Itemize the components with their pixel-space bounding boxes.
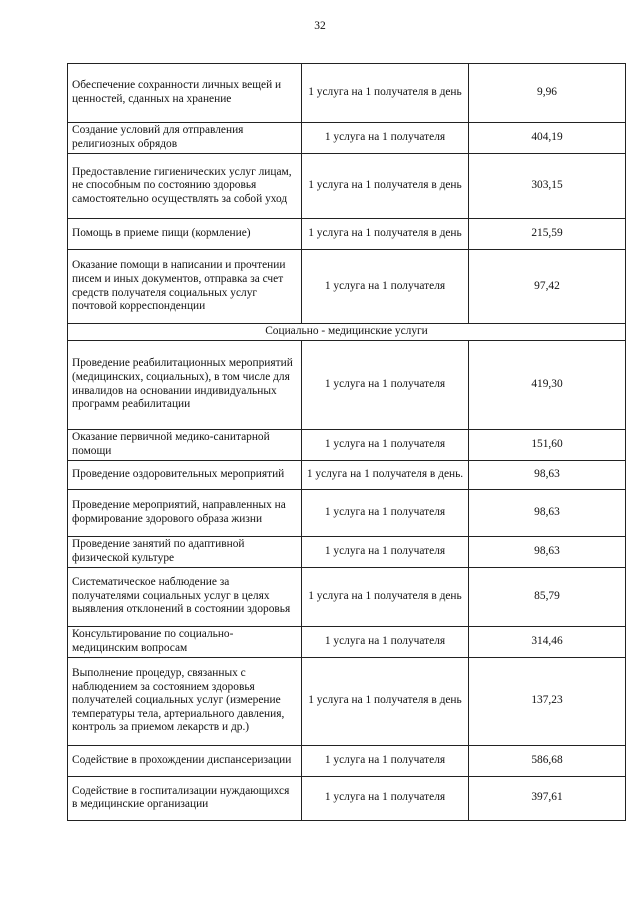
- unit-cell: 1 услуга на 1 получателя в день: [302, 567, 469, 626]
- service-name-cell: Предоставление гигиенических услуг лицам, не способным по состоянию здоровья самостоятельно осуществлять за собой уход: [68, 154, 302, 219]
- price-cell: 397,61: [469, 776, 626, 820]
- unit-cell: 1 услуга на 1 получателя: [302, 123, 469, 154]
- price-cell: 98,63: [469, 536, 626, 567]
- service-name-cell: Оказание первичной медико-санитарной помощи: [68, 429, 302, 460]
- price-cell: 404,19: [469, 123, 626, 154]
- service-name-cell: Содействие в госпитализации нуждающихся в медицинские организации: [68, 776, 302, 820]
- table-row: [68, 657, 626, 745]
- table-row: [68, 219, 626, 250]
- unit-cell: 1 услуга на 1 получателя: [302, 776, 469, 820]
- unit-cell: 1 услуга на 1 получателя в день: [302, 64, 469, 123]
- price-cell: 9,96: [469, 64, 626, 123]
- service-name-cell: Оказание помощи в написании и прочтении писем и иных документов, отправка за счет средств получателя социальных услуг почтовой корреспонденции: [68, 250, 302, 324]
- section-title: Социально - медицинские услуги: [68, 324, 626, 341]
- unit-cell: 1 услуга на 1 получателя: [302, 745, 469, 776]
- price-cell: 97,42: [469, 250, 626, 324]
- unit-cell: 1 услуга на 1 получателя: [302, 489, 469, 536]
- table-row: [68, 567, 626, 626]
- table-row: [68, 460, 626, 489]
- unit-cell: 1 услуга на 1 получателя: [302, 429, 469, 460]
- table-row: [68, 64, 626, 123]
- service-name-cell: Консультирование по социально-медицинским вопросам: [68, 626, 302, 657]
- table-row: [68, 154, 626, 219]
- page-number: 32: [314, 20, 326, 32]
- services-table: [67, 63, 626, 821]
- table-row: [68, 536, 626, 567]
- unit-cell: 1 услуга на 1 получателя: [302, 340, 469, 429]
- price-cell: 98,63: [469, 489, 626, 536]
- table-row: [68, 776, 626, 820]
- table-row: [68, 745, 626, 776]
- price-cell: 85,79: [469, 567, 626, 626]
- section-header-row: [68, 324, 626, 341]
- service-name-cell: Обеспечение сохранности личных вещей и ценностей, сданных на хранение: [68, 64, 302, 123]
- unit-cell: 1 услуга на 1 получателя в день: [302, 219, 469, 250]
- price-cell: 303,15: [469, 154, 626, 219]
- service-name-cell: Проведение реабилитационных мероприятий (медицинских, социальных), в том числе для инвалидов на основании индивидуальных программ реабилитации: [68, 340, 302, 429]
- table-row: [68, 340, 626, 429]
- price-cell: 98,63: [469, 460, 626, 489]
- table-row: [68, 626, 626, 657]
- price-cell: 419,30: [469, 340, 626, 429]
- table-row: [68, 250, 626, 324]
- price-cell: 586,68: [469, 745, 626, 776]
- service-name-cell: Помощь в приеме пищи (кормление): [68, 219, 302, 250]
- unit-cell: 1 услуга на 1 получателя в день.: [302, 460, 469, 489]
- service-name-cell: Систематическое наблюдение за получателями социальных услуг в целях выявления отклонений в состоянии здоровья: [68, 567, 302, 626]
- price-cell: 314,46: [469, 626, 626, 657]
- service-name-cell: Проведение мероприятий, направленных на формирование здорового образа жизни: [68, 489, 302, 536]
- unit-cell: 1 услуга на 1 получателя: [302, 250, 469, 324]
- table-row: [68, 489, 626, 536]
- table-row: [68, 123, 626, 154]
- table-row: [68, 429, 626, 460]
- service-name-cell: Содействие в прохождении диспансеризации: [68, 745, 302, 776]
- price-cell: 137,23: [469, 657, 626, 745]
- service-name-cell: Проведение оздоровительных мероприятий: [68, 460, 302, 489]
- service-name-cell: Проведение занятий по адаптивной физической культуре: [68, 536, 302, 567]
- unit-cell: 1 услуга на 1 получателя: [302, 626, 469, 657]
- service-name-cell: Выполнение процедур, связанных с наблюдением за состоянием здоровья получателей социальных услуг (измерение температуры тела, артериального давления, контроль за приемом лекарств и др.): [68, 657, 302, 745]
- service-name-cell: Создание условий для отправления религиозных обрядов: [68, 123, 302, 154]
- unit-cell: 1 услуга на 1 получателя в день: [302, 657, 469, 745]
- unit-cell: 1 услуга на 1 получателя в день: [302, 154, 469, 219]
- unit-cell: 1 услуга на 1 получателя: [302, 536, 469, 567]
- price-cell: 151,60: [469, 429, 626, 460]
- price-cell: 215,59: [469, 219, 626, 250]
